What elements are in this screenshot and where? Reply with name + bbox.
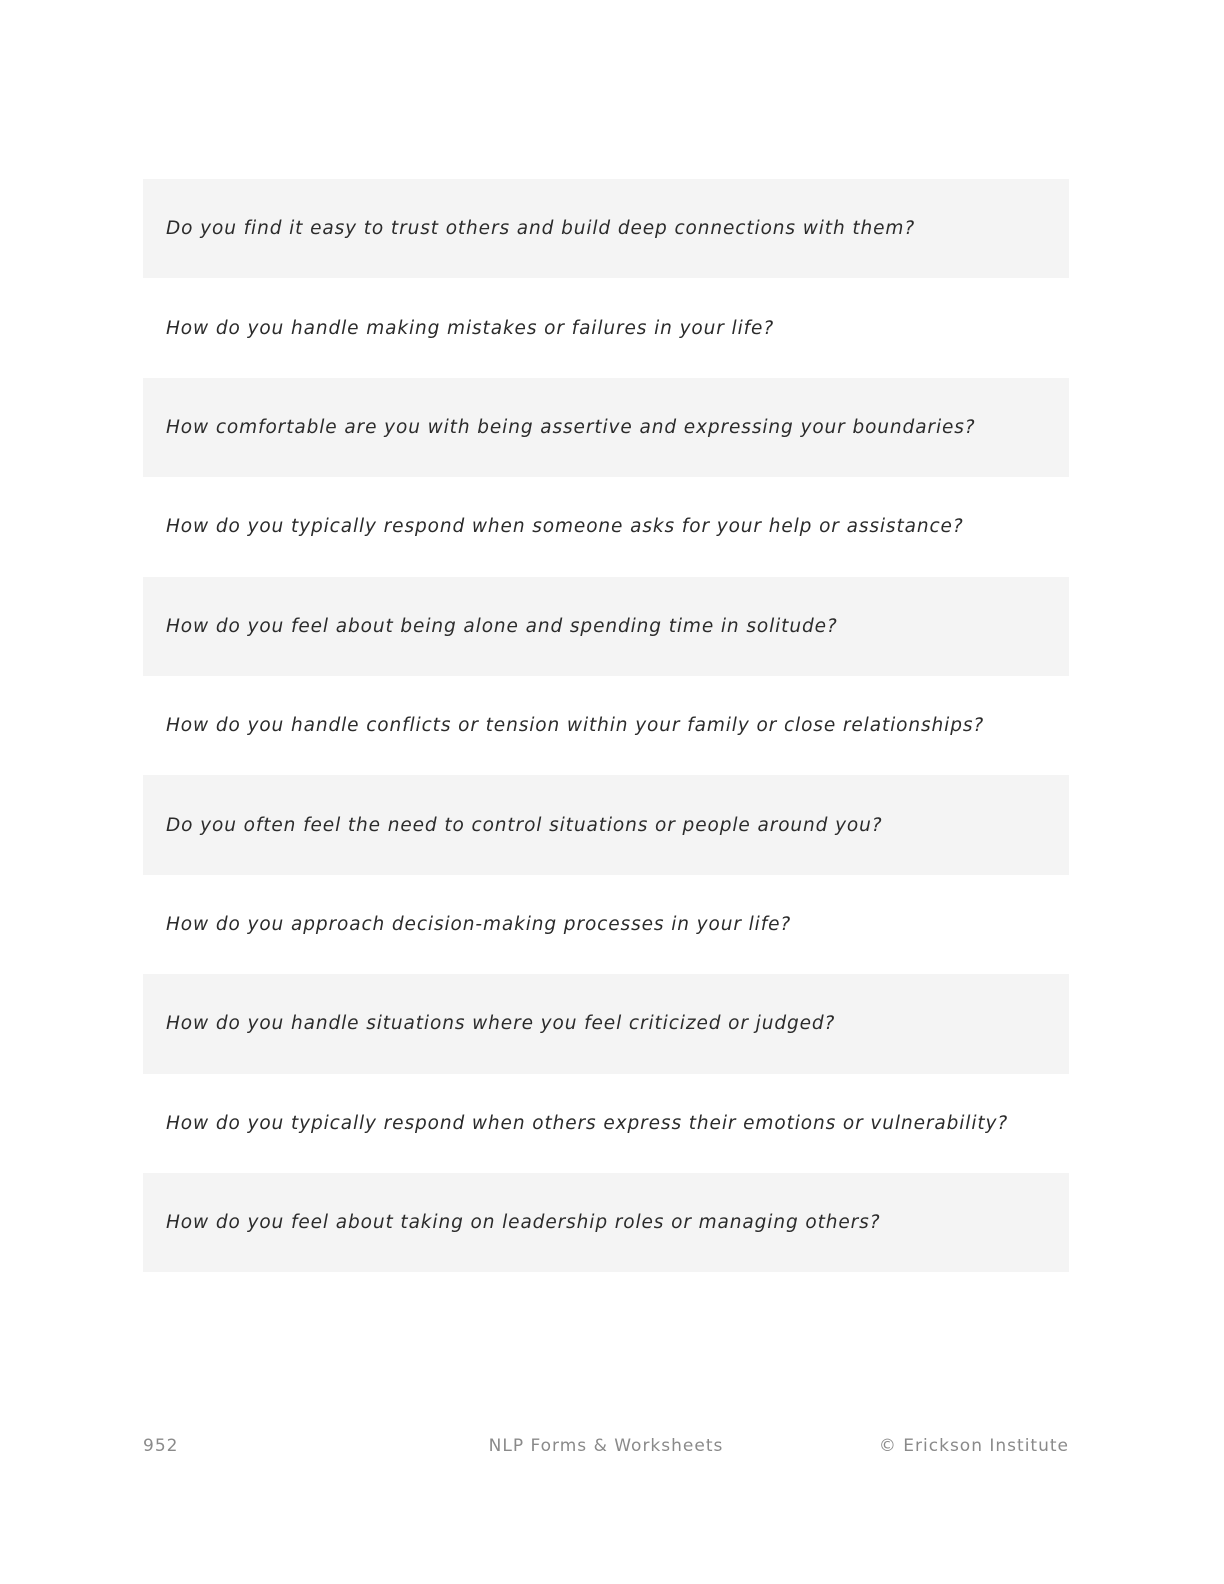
question-text: Do you find it easy to trust others and build deep connections with them?: [166, 218, 916, 240]
question-list: [143, 179, 1069, 1272]
question-row: [143, 1074, 1069, 1173]
question-text: How do you handle situations where you feel criticized or judged?: [166, 1013, 836, 1035]
question-row: [143, 477, 1069, 576]
question-text: How comfortable are you with being assertive and expressing your boundaries?: [166, 416, 976, 438]
page-number: 952: [143, 1436, 179, 1456]
page-footer: [143, 1436, 1069, 1460]
question-row: [143, 775, 1069, 874]
question-text: How do you typically respond when others express their emotions or vulnerability?: [166, 1112, 1009, 1134]
question-row: [143, 676, 1069, 775]
question-text: How do you feel about being alone and spending time in solitude?: [166, 615, 838, 637]
question-row: [143, 378, 1069, 477]
copyright-notice: © Erickson Institute: [878, 1436, 1069, 1456]
question-row: [143, 278, 1069, 377]
question-row: [143, 1173, 1069, 1272]
question-text: How do you handle making mistakes or failures in your life?: [166, 317, 775, 339]
question-text: How do you feel about taking on leadership roles or managing others?: [166, 1212, 881, 1234]
question-row: [143, 577, 1069, 676]
question-text: How do you approach decision-making processes in your life?: [166, 913, 792, 935]
question-text: How do you typically respond when someone asks for your help or assistance?: [166, 516, 964, 538]
question-text: How do you handle conflicts or tension within your family or close relationships?: [166, 715, 985, 737]
question-text: Do you often feel the need to control situations or people around you?: [166, 814, 883, 836]
question-row: [143, 875, 1069, 974]
question-row: [143, 179, 1069, 278]
question-row: [143, 974, 1069, 1073]
document-title: NLP Forms & Worksheets: [488, 1436, 724, 1456]
